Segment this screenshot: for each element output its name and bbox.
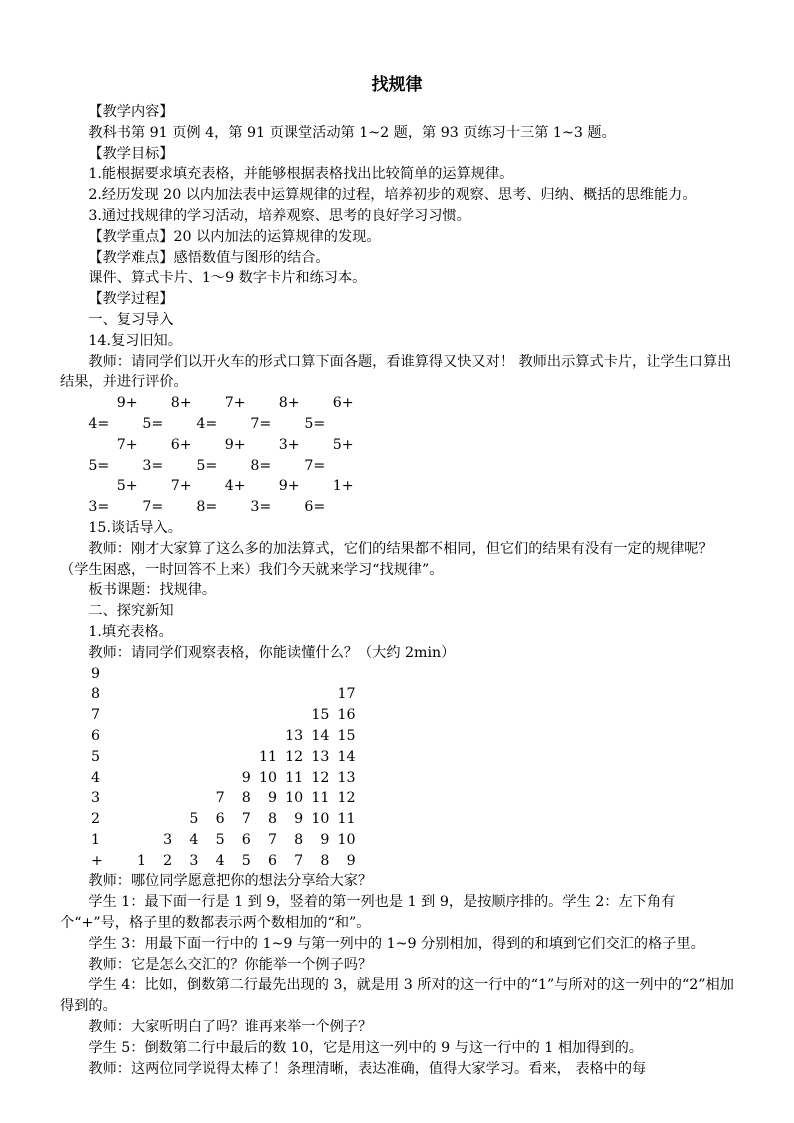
table-cell: 7 [267, 831, 277, 848]
table-cell: 13 [285, 727, 304, 744]
table-cell: 10 [337, 831, 356, 848]
equation: 8+7= [250, 395, 300, 432]
paragraph: 14.复习旧知。 [88, 332, 182, 349]
paragraph: 【教学内容】 [88, 104, 174, 120]
addition-table-row [60, 851, 740, 872]
paragraph: 学生 1：最下面一行是 1 到 9，竖着的第一列也是 1 到 9，是按顺序排的。学生 2：左下角有个“+”号，格子里的数都表示两个数相加的“和”。 [60, 894, 676, 932]
addition-table-row [60, 684, 740, 705]
paragraph: 15.谈话导入。 [88, 519, 182, 536]
equation: 5+3= [88, 478, 138, 516]
table-cell: 17 [337, 686, 356, 703]
paragraph: 教师：它是怎么交汇的？你能举一个例子吗？ [88, 956, 373, 973]
row-label: + [91, 852, 103, 869]
table-cell: 5 [241, 852, 251, 869]
paragraph: 教师：哪位同学愿意把你的想法分享给大家？ [88, 873, 373, 890]
addition-table-row [60, 830, 740, 851]
paragraph: 教师：大家听明白了吗？谁再来举一个例子？ [88, 1019, 373, 1036]
table-cell: 9 [294, 811, 304, 828]
addition-table-row [60, 768, 740, 789]
table-cell: 11 [285, 769, 304, 786]
table-cell: 7 [241, 811, 251, 828]
equation: 6+3= [142, 436, 192, 474]
equation-row [60, 476, 740, 518]
paragraph: 【教学重点】20 以内加法的运算规律的发现。 [88, 228, 381, 245]
paragraph: 3.通过找规律的学习活动，培养观察、思考的良好学习习惯。 [88, 207, 471, 224]
paragraph: 学生 4：比如，倒数第二行最先出现的 3，就是用 3 所对的这一行中的“1”与所对的这一列中的“2”相加得到的。 [60, 977, 734, 1015]
row-label: 8 [91, 686, 101, 703]
paragraph: 一、复习导入 [88, 311, 174, 328]
table-cell: 9 [320, 831, 330, 848]
equation: 9+4= [88, 395, 138, 432]
table-cell: 8 [267, 811, 277, 828]
table-cell: 12 [285, 748, 304, 765]
table-cell: 10 [285, 790, 304, 807]
row-label: 4 [91, 769, 101, 786]
equation: 1+6= [304, 478, 354, 516]
table-cell: 6 [215, 811, 225, 828]
document-body [60, 102, 740, 1079]
paragraph: 课件、算式卡片、1～9 数字卡片和练习本。 [88, 270, 367, 287]
table-cell: 14 [337, 748, 356, 765]
addition-table-row [60, 664, 740, 685]
table-cell: 9 [346, 852, 356, 869]
table-cell: 13 [311, 748, 330, 765]
row-label: 1 [91, 831, 101, 848]
table-cell: 3 [189, 852, 199, 869]
paragraph: 学生 5：倒数第二行中最后的数 10，它是用这一列中的 9 与这一行中的 1 相加得到的。 [88, 1039, 643, 1056]
equation: 7+5= [88, 436, 138, 474]
paragraph: 二、探究新知 [88, 603, 174, 620]
document-title: 找规律 [371, 75, 423, 95]
paragraph: 教师：刚才大家算了这么多的加法算式，它们的结果都不相同，但它们的结果有没有一定的规律呢？（学生困惑，一时回答不上来）我们今天就来学习“找规律”。 [60, 540, 713, 578]
addition-table-row [60, 747, 740, 768]
table-cell: 2 [163, 852, 173, 869]
equation: 9+3= [250, 478, 300, 516]
addition-table-row [60, 726, 740, 747]
table-cell: 3 [163, 831, 173, 848]
row-label: 5 [91, 748, 101, 765]
equation-row [60, 393, 740, 435]
row-label: 9 [91, 665, 101, 682]
paragraph: 1.能根据要求填充表格，并能够根据表格找出比较简单的运算规律。 [88, 166, 514, 183]
paragraph: 教科书第 91 页例 4，第 91 页课堂活动第 1~2 题，第 93 页练习十三第 1~3 题。 [88, 124, 616, 141]
table-cell: 15 [311, 707, 330, 724]
table-cell: 6 [267, 852, 277, 869]
table-cell: 4 [215, 852, 225, 869]
table-cell: 12 [337, 790, 356, 807]
equation: 7+4= [196, 395, 246, 432]
table-cell: 16 [337, 707, 356, 724]
addition-table-row [60, 705, 740, 726]
paragraph: 教师：这两位同学说得太棒了！条理清晰，表达准确，值得大家学习。看来， 表格中的每 [88, 1060, 647, 1077]
row-label: 7 [91, 707, 101, 724]
table-cell: 8 [294, 831, 304, 848]
paragraph: 2.经历发现 20 以内加法表中运算规律的过程，培养初步的观察、思考、归纳、概括的思维能力。 [88, 187, 697, 204]
table-cell: 10 [311, 811, 330, 828]
table-cell: 5 [189, 811, 199, 828]
paragraph: 【教学难点】感悟数值与图形的结合。 [88, 249, 330, 266]
table-cell: 8 [241, 790, 251, 807]
table-cell: 12 [311, 769, 330, 786]
paragraph: 学生 3：用最下面一行中的 1~9 与第一列中的 1~9 分别相加，得到的和填到它们交汇的格子里。 [88, 935, 705, 952]
table-cell: 11 [258, 748, 277, 765]
table-cell: 11 [311, 790, 330, 807]
table-cell: 8 [320, 852, 330, 869]
paragraph: 【教学过程】 [88, 291, 174, 308]
table-cell: 9 [267, 790, 277, 807]
paragraph: 教师：请同学们以开火车的形式口算下面各题，看谁算得又快又对！ 教师出示算式卡片，让学生口算出结果，并进行评价。 [60, 353, 732, 391]
table-cell: 1 [136, 852, 146, 869]
addition-table-row [60, 788, 740, 809]
table-cell: 9 [241, 769, 251, 786]
table-cell: 7 [294, 852, 304, 869]
table-cell: 15 [337, 727, 356, 744]
table-cell: 11 [337, 811, 356, 828]
row-label: 6 [91, 727, 101, 744]
table-cell: 13 [337, 769, 356, 786]
table-cell: 14 [311, 727, 330, 744]
paragraph: 1.填充表格。 [88, 623, 173, 640]
table-cell: 7 [215, 790, 225, 807]
equation: 7+7= [142, 478, 192, 516]
table-cell: 6 [241, 831, 251, 848]
addition-table-row [60, 809, 740, 830]
paragraph: 教师：请同学们观察表格，你能读懂什么？（大约 2min） [88, 644, 456, 661]
row-label: 3 [91, 790, 101, 807]
equation: 6+5= [304, 395, 354, 432]
table-cell: 4 [189, 831, 199, 848]
paragraph: 板书课题：找规律。 [88, 582, 217, 599]
equation: 8+5= [142, 395, 192, 432]
equation-row [60, 435, 740, 477]
table-cell: 5 [215, 831, 225, 848]
row-label: 2 [91, 811, 101, 828]
equation: 5+7= [304, 436, 354, 474]
equation: 4+8= [196, 478, 246, 516]
table-cell: 10 [258, 769, 277, 786]
paragraph: 【教学目标】 [88, 145, 174, 162]
equation: 9+5= [196, 436, 246, 474]
equation: 3+8= [250, 436, 300, 474]
